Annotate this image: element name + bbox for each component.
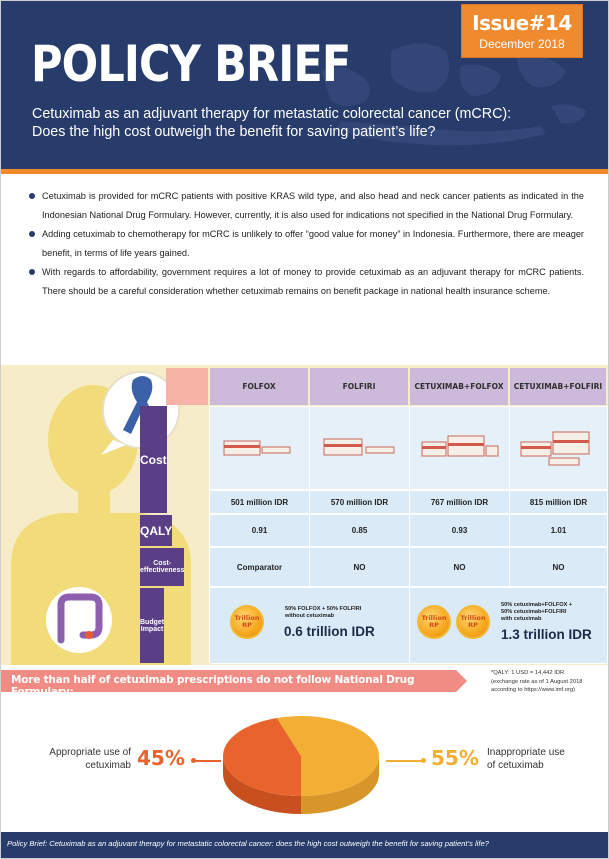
column-header-cetuximab-folfox: CETUXIMAB+FOLFOX xyxy=(410,368,508,405)
money-stack-icon xyxy=(420,432,500,464)
bullet-icon xyxy=(29,231,35,237)
trillion-coin-icon: Trillion RP xyxy=(230,605,264,639)
money-stack-icon xyxy=(322,433,398,463)
table-corner xyxy=(166,368,208,405)
ce-value-folfox: Comparator xyxy=(209,547,310,587)
key-point: With regards to affordability, government requires a lot of money to provide cetuximab as an adjuvant therapy for mCRC patients. There should be a careful consideration whether cetuximab remains on benefit package in national health insurance scheme. xyxy=(29,263,584,301)
leader-line-left xyxy=(193,760,221,762)
key-points-list xyxy=(29,187,584,301)
row-header-cost-effectiveness: Cost- effectiveness xyxy=(140,548,184,586)
budget-right-amount: 1.3 trillion IDR xyxy=(501,627,592,642)
money-stack-icon xyxy=(222,433,298,463)
cost-value-cetuximab-folfiri: 815 million IDR xyxy=(509,490,608,514)
row-header-budget-impact: Budget Impact xyxy=(140,588,164,663)
cost-value-cetuximab-folfox: 767 million IDR xyxy=(409,490,510,514)
qaly-value-cetuximab-folfox: 0.93 xyxy=(409,514,510,547)
appropriate-use-percent: 45% xyxy=(137,746,185,770)
cost-image-cell xyxy=(509,406,608,490)
column-header-folfox: FOLFOX xyxy=(210,368,308,405)
key-point: Cetuximab is provided for mCRC patients with positive KRAS wild type, and also head and neck cancer patients as indicated in the Indonesian National Drug Formulary. However, currently, it is also used for indications not specified in the National Drug Formulary. xyxy=(29,187,584,225)
subtitle-line-2: Does the high cost outweigh the benefit for saving patient’s life? xyxy=(32,124,436,140)
cost-image-cell xyxy=(409,406,510,490)
bullet-icon xyxy=(29,269,35,275)
inappropriate-use-percent: 55% xyxy=(431,746,479,770)
budget-left-description: 50% FOLFOX + 50% FOLFIRI without cetuximab xyxy=(285,606,362,619)
prescription-banner xyxy=(1,670,456,698)
column-header-cetuximab-folfiri: CETUXIMAB+FOLFIRI xyxy=(510,368,606,405)
column-header-folfiri: FOLFIRI xyxy=(310,368,408,405)
trillion-coin-icon: Trillion RP xyxy=(417,605,451,639)
qaly-value-cetuximab-folfiri: 1.01 xyxy=(509,514,608,547)
exchange-rate-note: *QALY: 1 USD = 14,442 IDR (exchange rate as of 1 August 2018 according to https://www.imf.org) xyxy=(491,670,583,693)
key-point: Adding cetuximab to chemotherapy for mCRC is unlikely to offer “good value for money” in Indonesia. Furthermore, there are meager benefit, in terms of life years gained. xyxy=(29,225,584,263)
ce-value-cetuximab-folfiri: NO xyxy=(509,547,608,587)
footer-text: Policy Brief: Cetuximab as an adjuvant therapy for metastatic colorectal cancer: does the high cost outweigh the benefit for saving patient’s life? xyxy=(7,839,489,848)
budget-right-description: 50% cetuximab+FOLFOX + 50% cetuximab+FOLFIRI with cetuximab xyxy=(501,602,573,622)
banner-text: More than half of cetuximab prescriptions do not follow National Drug Formulary: xyxy=(11,674,415,698)
patient-silhouette-icon xyxy=(1,365,211,665)
cost-image-cell xyxy=(309,406,410,490)
leader-line-right xyxy=(386,760,424,762)
header-divider xyxy=(1,169,608,174)
row-header-cost: Cost xyxy=(140,406,167,513)
subtitle-line-1: Cetuximab as an adjuvant therapy for metastatic colorectal cancer (mCRC): xyxy=(32,106,512,122)
cost-image-cell xyxy=(209,406,310,490)
issue-date: December 2018 xyxy=(479,37,565,51)
header xyxy=(1,1,608,169)
money-stack-icon xyxy=(519,428,599,468)
cost-value-folfiri: 570 million IDR xyxy=(309,490,410,514)
qaly-value-folfiri: 0.85 xyxy=(309,514,410,547)
page-title: POLICY BRIEF xyxy=(31,35,351,93)
issue-badge xyxy=(461,4,583,58)
row-header-qaly: QALY xyxy=(140,515,172,546)
qaly-value-folfox: 0.91 xyxy=(209,514,310,547)
prescription-pie-chart xyxy=(211,706,391,821)
banner-arrow xyxy=(456,670,467,692)
cost-value-folfox: 501 million IDR xyxy=(209,490,310,514)
trillion-coin-icon: Trillion RP xyxy=(456,605,490,639)
appropriate-use-label: Appropriate use of cetuximab xyxy=(49,747,131,771)
ce-value-folfiri: NO xyxy=(309,547,410,587)
budget-left-amount: 0.6 trillion IDR xyxy=(284,624,375,639)
issue-number: Issue#14 xyxy=(472,11,572,35)
inappropriate-use-label: Inappropriate use of cetuximab xyxy=(487,747,565,771)
ce-value-cetuximab-folfox: NO xyxy=(409,547,510,587)
page-subtitle xyxy=(32,105,577,141)
footer xyxy=(1,832,608,858)
bullet-icon xyxy=(29,193,35,199)
